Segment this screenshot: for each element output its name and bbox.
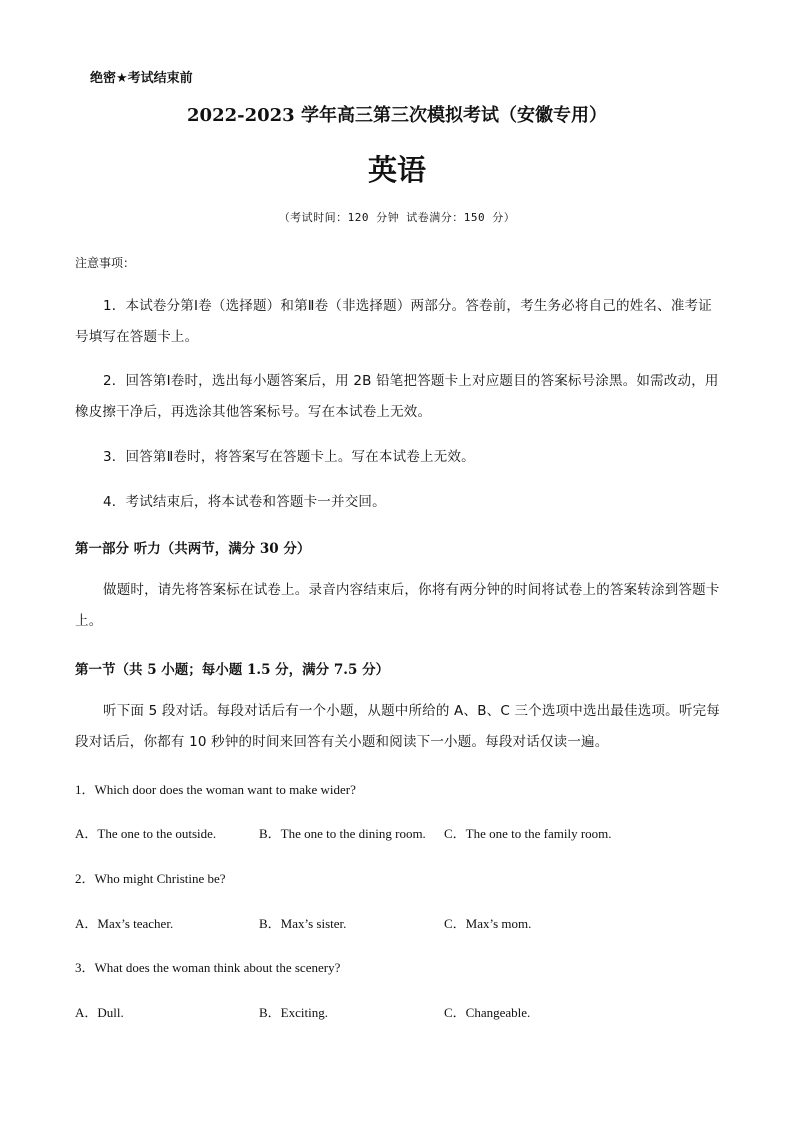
option-c: C．Max’s mom. <box>444 916 532 931</box>
notice-item: 4．考试结束后，将本试卷和答题卡一并交回。 <box>103 494 386 510</box>
notice-item: 3．回答第Ⅱ卷时，将答案写在答题卡上。写在本试卷上无效。 <box>103 449 475 465</box>
option-b: B．Max’s sister. <box>259 916 347 931</box>
notice-item: 2．回答第Ⅰ卷时，选出每小题答案后，用 2B 铅笔把答题卡上对应题目的答案标号涂黑。如需改动，用橡皮擦干净后，再选涂其他答案标号。写在本试卷上无效。 <box>75 373 719 420</box>
option-b: B．Exciting. <box>259 1005 328 1020</box>
exam-meta: （考试时间：120 分钟 试卷满分：150 分） <box>278 211 516 224</box>
option-b: B．The one to the dining room. <box>259 826 426 841</box>
option-c: C．The one to the family room. <box>444 826 612 841</box>
option-a: A．The one to the outside. <box>75 826 217 841</box>
question-stem: 2．Who might Christine be? <box>75 871 226 886</box>
exam-title: 2022-2023 学年高三第三次模拟考试（安徽专用） <box>187 105 607 126</box>
notice-item: 1．本试卷分第Ⅰ卷（选择题）和第Ⅱ卷（非选择题）两部分。答卷前，考生务必将自己的姓名、准考证号填写在答题卡上。 <box>75 298 712 345</box>
section1-instruction: 听下面 5 段对话。每段对话后有一个小题，从题中所给的 A、B、C 三个选项中选出最佳选项。听完每段对话后，你都有 10 秒钟的时间来回答有关小题和阅读下一小题。每段对话仅读一遍。 <box>75 703 720 750</box>
option-a: A．Max’s teacher. <box>75 916 174 931</box>
option-c: C．Changeable. <box>444 1005 531 1020</box>
section1-heading: 第一节（共 5 小题；每小题 1.5 分，满分 7.5 分） <box>75 662 390 678</box>
subject-title: 英语 <box>367 153 426 187</box>
question-options <box>75 913 755 933</box>
question-stem: 3．What does the woman think about the scenery? <box>75 960 341 975</box>
question-options <box>75 1002 755 1022</box>
question-stem: 1．Which door does the woman want to make wider? <box>75 782 356 797</box>
notice-heading: 注意事项： <box>75 256 136 270</box>
part1-heading: 第一部分 听力（共两节，满分 30 分） <box>75 541 311 557</box>
confidential-label: 绝密★考试结束前 <box>90 71 193 86</box>
part1-instruction: 做题时，请先将答案标在试卷上。录音内容结束后，你将有两分钟的时间将试卷上的答案转涂到答题卡上。 <box>75 582 720 629</box>
question-options <box>75 823 755 843</box>
option-a: A．Dull. <box>75 1005 124 1020</box>
